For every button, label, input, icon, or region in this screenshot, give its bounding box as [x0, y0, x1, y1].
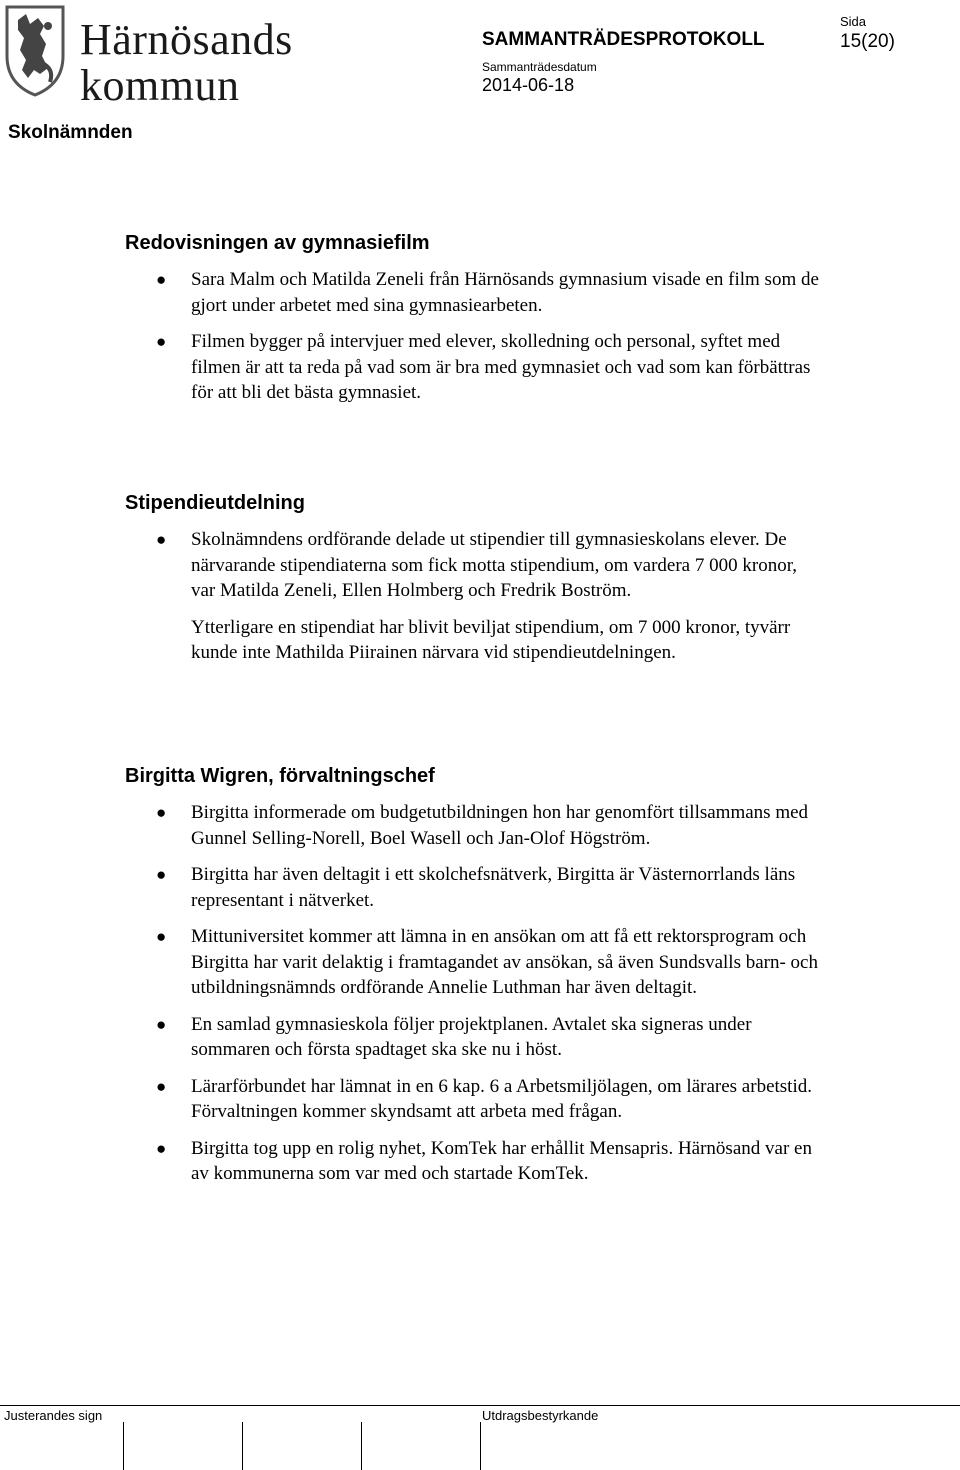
committee-name: Skolnämnden — [8, 122, 133, 143]
section-gymnasiefilm — [125, 231, 825, 417]
list-item — [125, 800, 825, 851]
list-item — [125, 267, 825, 318]
list-item-text: Filmen bygger på intervjuer med elever, skolledning och personal, syftet med filmen är att ta reda på vad som är bra med gymnasiet och vad som kan förbättras för att bli det bästa gymnasiet. — [191, 331, 811, 403]
list-item-text: Sara Malm och Matilda Zeneli från Härnösands gymnasium visade en film som de gjort under arbetet med sina gymnasiearbeten. — [191, 269, 819, 316]
bullet-icon: ● — [156, 1076, 167, 1096]
bullet-list — [125, 527, 825, 666]
document-title: SAMMANTRÄDESPROTOKOLL — [482, 29, 765, 50]
meeting-date: 2014-06-18 — [482, 75, 575, 95]
list-item-text: En samlad gymnasieskola följer projektplanen. Avtalet ska signeras under sommaren och första spadtaget ska ske nu i höst. — [191, 1013, 752, 1060]
bullet-icon: ● — [156, 1138, 167, 1158]
bullet-list — [125, 267, 825, 406]
list-item — [125, 862, 825, 913]
signature-label: Justerandes sign — [4, 1408, 103, 1423]
list-item — [125, 1136, 825, 1187]
section-stipendieutdelning — [125, 491, 825, 677]
list-item — [125, 1012, 825, 1063]
page-number: 15(20) — [840, 31, 895, 52]
section-heading: Birgitta Wigren, förvaltningschef — [125, 765, 435, 787]
list-item — [125, 527, 825, 666]
bullet-icon: ● — [156, 927, 167, 946]
signature-box-divider — [361, 1422, 362, 1470]
bullet-icon: ● — [156, 332, 167, 351]
municipality-wordmark — [80, 15, 293, 110]
list-item-text: Birgitta tog upp en rolig nyhet, KomTek har erhållit Mensapris. Härnösand var en av kommunerna som var med och startade KomTek. — [191, 1137, 812, 1184]
signature-box-divider — [480, 1422, 481, 1470]
list-item-text: Skolnämndens ordförande delade ut stipendier till gymnasieskolans elever. De närvarande stipendiaterna som fick motta stipendium, om vardera 7 000 kronor, var Matilda Zeneli, Ellen Holmberg och Fredrik Boström. — [191, 529, 798, 601]
list-item-text: Lärarförbundet har lämnat in en 6 kap. 6 a Arbetsmiljölagen, om lärares arbetstid. Förvaltningen kommer skyndsamt att arbeta med frågan. — [191, 1075, 812, 1122]
bullet-icon: ● — [156, 270, 167, 289]
bullet-icon: ● — [156, 803, 167, 822]
signature-box-divider — [123, 1422, 124, 1470]
meeting-date-label: Sammanträdesdatum — [482, 60, 597, 74]
bullet-list — [125, 800, 825, 1187]
section-forvaltningschef — [125, 764, 825, 1198]
extract-verification-label: Utdragsbestyrkande — [482, 1408, 599, 1423]
bullet-icon: ● — [156, 530, 167, 549]
bullet-icon: ● — [156, 865, 167, 884]
brand-line-2: kommun — [80, 61, 240, 110]
list-item-text: Mittuniversitet kommer att lämna in en ansökan om att få ett rektorsprogram och Birgitta har varit delaktig i framtagandet av ansökan, så även Sundsvalls barn- och utbildningsnämnds ordförande Annelie Luthman har även deltagit. — [191, 926, 818, 998]
list-item — [125, 924, 825, 1001]
section-heading: Stipendieutdelning — [125, 492, 305, 514]
bullet-icon: ● — [156, 1014, 167, 1034]
brand-line-1: Härnösands — [80, 15, 293, 64]
footer-divider — [0, 1405, 960, 1406]
signature-box-divider — [242, 1422, 243, 1470]
coat-of-arms-logo — [4, 4, 66, 98]
list-item-text: Birgitta har även deltagit i ett skolchefsnätverk, Birgitta är Västernorrlands läns representant i nätverket. — [191, 864, 796, 911]
list-item-continuation: Ytterligare en stipendiat har blivit beviljat stipendium, om 7 000 kronor, tyvärr kunde inte Mathilda Piirainen närvara vid stipendieutdelningen. — [191, 616, 791, 663]
list-item — [125, 1074, 825, 1125]
section-heading: Redovisningen av gymnasiefilm — [125, 232, 430, 254]
page-label: Sida — [840, 14, 867, 29]
list-item — [125, 329, 825, 406]
list-item-text: Birgitta informerade om budgetutbildningen hon har genomfört tillsammans med Gunnel Selling-Norell, Boel Wasell och Jan-Olof Högström. — [191, 802, 809, 849]
